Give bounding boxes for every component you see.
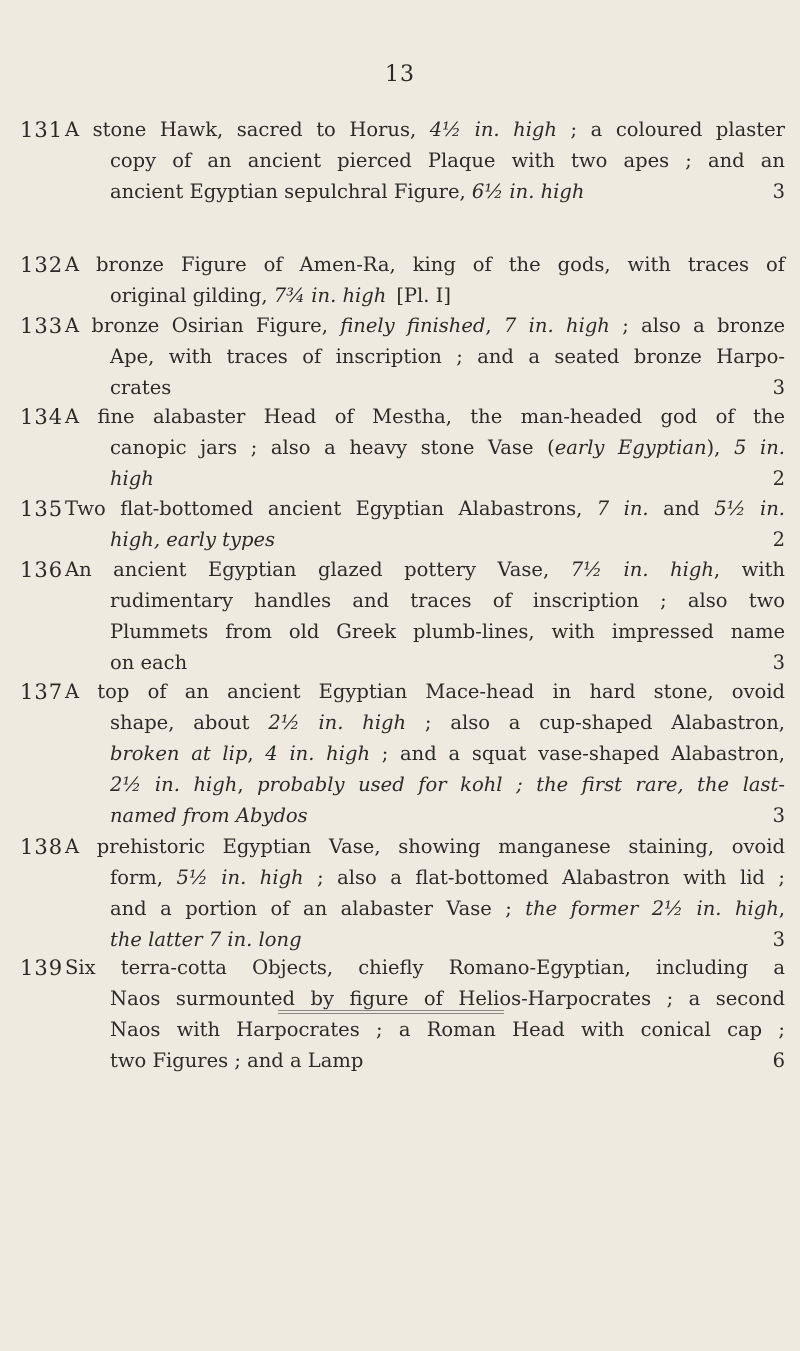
description-line [65,676,785,707]
lot-quantity: 3 [772,651,785,674]
lot-number: 136 [20,558,64,582]
lot-description [65,831,785,955]
description-line [110,769,785,800]
lot-number: 134 [20,405,64,429]
description-line [110,893,785,924]
lot-number: 137 [20,680,64,704]
line-text: copy of an ancient pierced Plaque with two apes ; and an [110,149,785,172]
line-text: Six terra-cotta Objects, chiefly Romano-Egyptian, including a [65,956,785,979]
line-text: crates [110,376,172,399]
lot-description [65,952,785,1076]
description-line [110,176,785,207]
lot-quantity: 3 [772,928,785,951]
line-text: Naos surmounted by figure of Helios-Harpocrates ; a second [110,987,785,1010]
description-line [65,114,785,145]
line-text: high, early types [110,528,276,551]
line-text: Naos with Harpocrates ; a Roman Head with conical cap ; [110,1018,785,1041]
description-line [110,616,785,647]
description-line [110,1045,785,1076]
line-text: broken at lip, 4 in. high ; and a squat vase-shaped Alabastron, [110,742,785,765]
end-rule [278,1010,504,1014]
description-line [110,341,785,372]
line-text: ancient Egyptian sepulchral Figure, 6½ in. high [110,180,585,203]
lot-number: 133 [20,314,64,338]
description-line [65,554,785,585]
line-text: A prehistoric Egyptian Vase, showing manganese staining, ovoid [65,835,785,858]
lot-quantity: 2 [772,528,785,551]
lot-number: 131 [20,118,64,142]
lot-description [65,676,785,831]
description-line [110,800,785,831]
line-text: Two flat-bottomed ancient Egyptian Alabastrons, 7 in. and 5½ in. [65,497,785,520]
line-text: An ancient Egyptian glazed pottery Vase, 7½ in. high, with [65,558,785,581]
lot-number: 135 [20,497,64,521]
lot-quantity: 3 [772,180,785,203]
line-text: A fine alabaster Head of Mestha, the man-headed god of the [65,405,785,428]
line-text: A stone Hawk, sacred to Horus, 4½ in. high ; a coloured plaster [65,118,785,141]
lot-description [65,493,785,555]
line-text: shape, about 2½ in. high ; also a cup-shaped Alabastron, [110,711,785,734]
line-text: Ape, with traces of inscription ; and a seated bronze Harpo- [110,345,785,368]
lot-description [65,249,785,311]
lot-quantity: 2 [772,467,785,490]
description-line [65,493,785,524]
line-text: the latter 7 in. long [110,928,302,951]
line-text: named from Abydos [110,804,308,827]
description-line [65,952,785,983]
line-text: 2½ in. high, probably used for kohl ; the first rare, the last- [110,773,785,796]
page-number: 13 [385,62,415,87]
line-text: on each [110,651,188,674]
description-line [110,432,785,463]
lot-quantity: 6 [772,1049,785,1072]
line-text: A bronze Figure of Amen-Ra, king of the gods, with traces of [65,253,785,276]
description-line [65,249,785,280]
line-text: two Figures ; and a Lamp [110,1049,364,1072]
description-line [110,524,785,555]
description-line [110,862,785,893]
line-text: canopic jars ; also a heavy stone Vase (early Egyptian), 5 in. [110,436,785,459]
line-text: A bronze Osirian Figure, finely finished, 7 in. high ; also a bronze [65,314,786,337]
lot-description [65,401,785,494]
description-line [110,585,785,616]
description-line [110,280,785,311]
line-text: A top of an ancient Egyptian Mace-head in hard stone, ovoid [65,680,785,703]
description-line [110,145,785,176]
lot-quantity: 3 [772,804,785,827]
line-text: form, 5½ in. high ; also a flat-bottomed Alabastron with lid ; [110,866,785,889]
description-line [65,831,785,862]
lot-description [65,310,786,403]
plate-reference: [Pl. I] [396,284,451,307]
lot-number: 132 [20,253,64,277]
lot-description [65,114,785,207]
description-line [110,647,785,678]
lot-number: 139 [20,956,64,980]
description-line [65,401,785,432]
line-text: rudimentary handles and traces of inscription ; also two [110,589,785,612]
description-line [110,738,785,769]
description-line [110,924,785,955]
line-text: original gilding, 7¾ in. high [110,284,387,307]
lot-number: 138 [20,835,64,859]
description-line [110,707,785,738]
description-line [110,372,785,403]
description-line [110,463,785,494]
line-text: high [110,467,154,490]
line-text: Plummets from old Greek plumb-lines, with impressed name [110,620,785,643]
lot-description [65,554,785,678]
line-text: and a portion of an alabaster Vase ; the former 2½ in. high, [110,897,785,920]
description-line [65,310,785,341]
lot-quantity: 3 [772,376,785,399]
description-line [110,1014,785,1045]
